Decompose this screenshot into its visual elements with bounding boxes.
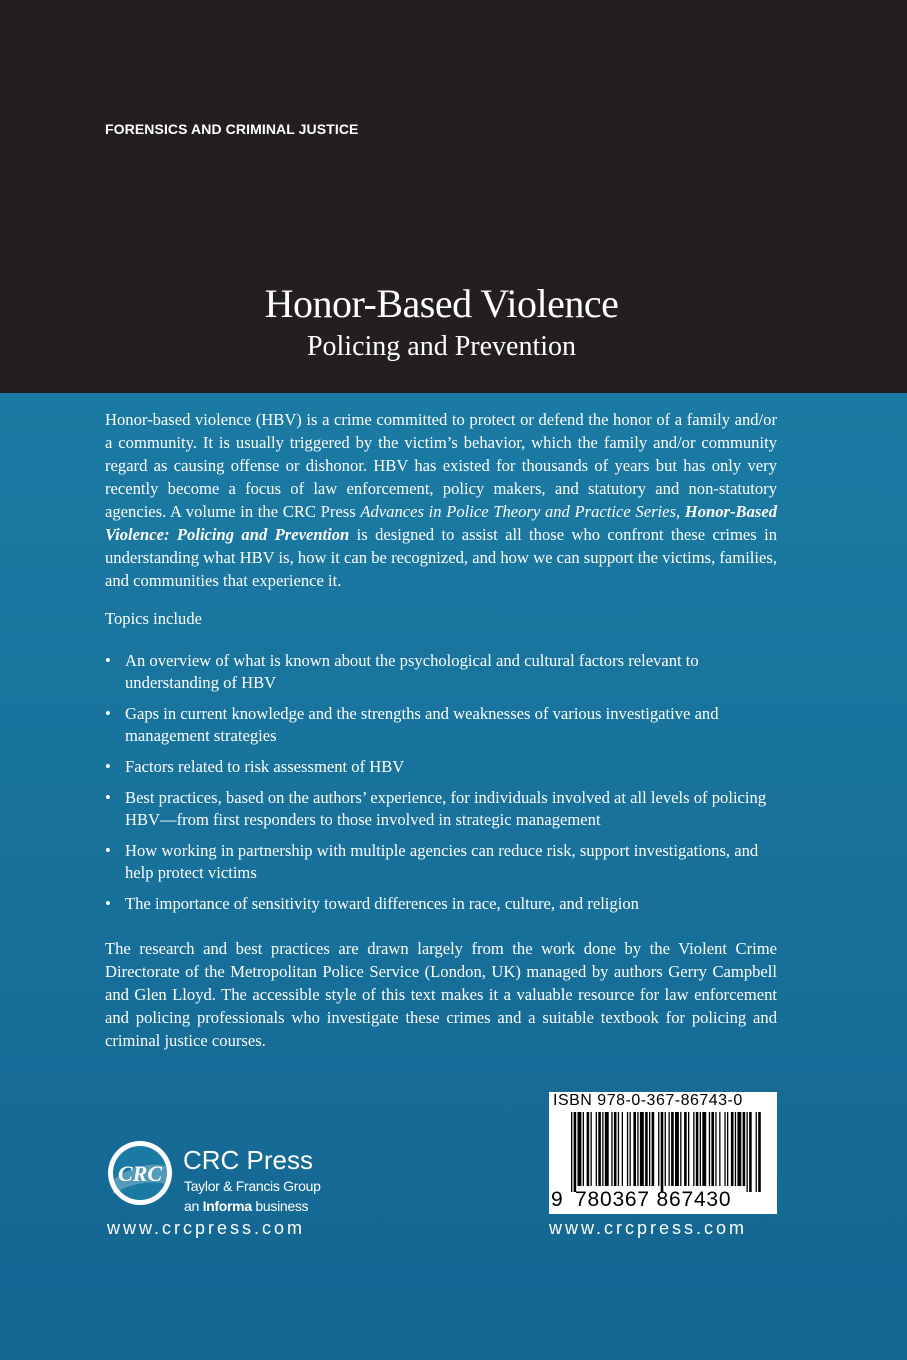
publisher-url: www.crcpress.com <box>107 1218 306 1238</box>
top-band <box>0 0 907 393</box>
closing-paragraph: The research and best practices are drawn largely from the work done by the Violent Crime Directorate of the Metropolitan Police Service (London, UK) managed by authors Gerry Campbell and Glen Lloyd. The accessible style of this text makes it a valuable resource for law enforcement and policing professionals who investigate these crimes and a suitable textbook for policing and criminal justice courses. <box>105 939 777 1050</box>
barcode-bar <box>688 1112 689 1186</box>
barcode-bar <box>700 1112 701 1186</box>
barcode-bar <box>652 1112 655 1186</box>
logo-text: CRC <box>117 1161 163 1186</box>
list-item <box>105 893 777 915</box>
book-subtitle: Policing and Prevention <box>306 331 577 362</box>
book-reference: Honor-Based Violence: Policing and Prevention <box>105 502 777 544</box>
crc-logo-icon <box>107 1140 173 1206</box>
topics-label: Topics include <box>105 609 202 628</box>
barcode-bar <box>711 1112 714 1186</box>
barcode-bar <box>727 1112 728 1186</box>
barcode-bar <box>680 1112 681 1186</box>
barcode-bar <box>758 1112 761 1192</box>
publisher-business <box>184 1198 308 1214</box>
bullet-icon: • <box>105 894 111 913</box>
barcode-bar <box>630 1112 631 1186</box>
bullet-icon: • <box>105 788 111 807</box>
barcode-bar <box>591 1112 592 1186</box>
intro-text-2: is designed to assist all those who confront these crimes in understanding what HBV is, how it can be recognized, and how we can support the victims, families, and communities that experience it. <box>105 525 777 590</box>
ean-digits: 780367 867430 <box>575 1188 732 1211</box>
list-item <box>105 840 777 884</box>
barcode-bar <box>611 1112 612 1186</box>
topic-text: Best practices, based on the authors’ experience, for individuals involved at all levels of policing HBV—from first responders to those involved in strategic management <box>125 788 767 829</box>
publisher-name: CRC Press <box>183 1145 314 1175</box>
barcode-bar <box>658 1112 659 1186</box>
barcode-bar <box>735 1112 736 1186</box>
bullet-icon: • <box>105 757 111 776</box>
isbn-barcode <box>549 1092 777 1214</box>
bullet-icon: • <box>105 704 111 723</box>
barcode-bar <box>661 1112 664 1192</box>
barcode-bar <box>574 1112 577 1192</box>
business-brand: Informa <box>202 1198 252 1214</box>
barcode-bar <box>627 1112 628 1186</box>
publisher-group: Taylor & Francis Group <box>184 1178 321 1194</box>
barcode-bar <box>602 1112 603 1186</box>
barcode-bar <box>622 1112 623 1186</box>
barcode-bar <box>693 1112 694 1186</box>
barcode-bar <box>640 1112 644 1186</box>
barcode-bar <box>649 1112 650 1186</box>
business-suffix: business <box>251 1198 309 1214</box>
barcode-bar <box>633 1112 636 1186</box>
business-prefix: an <box>184 1198 203 1214</box>
barcode-bar <box>715 1112 716 1186</box>
barcode-bar <box>571 1112 572 1192</box>
topic-text: The importance of sensitivity toward differences in race, culture, and religion <box>125 894 639 913</box>
isbn-label: ISBN 978-0-367-86743-0 <box>553 1092 743 1109</box>
barcode-bar <box>671 1112 674 1186</box>
barcode-bar <box>596 1112 597 1186</box>
list-item <box>105 756 777 778</box>
barcode-bar <box>696 1112 699 1186</box>
barcode-bar <box>637 1112 638 1186</box>
barcode-bar <box>702 1112 706 1186</box>
barcode-bar <box>719 1112 720 1186</box>
barcode-bar <box>583 1112 584 1186</box>
intro-text-1: Honor-based violence (HBV) is a crime committed to protect or defend the honor of a family and/or a community. It is usually triggered by the victim’s behavior, which the family and/or community regard as causing offense or dishonor. HBV has existed for thousands of years but has only very recently become a focus of law enforcement, policy makers, and statutory and non-statutory agencies. A volume in the CRC Press <box>105 410 777 521</box>
topic-text: Factors related to risk assessment of HBV <box>125 757 405 776</box>
series-reference: Advances in Police Theory and Practice Series, <box>360 502 681 521</box>
topic-text: Gaps in current knowledge and the strengths and weaknesses of various investigative and management strategies <box>125 704 719 745</box>
barcode-bar <box>724 1112 725 1186</box>
barcode-bar <box>731 1112 734 1186</box>
bullet-icon: • <box>105 651 111 670</box>
topic-text: An overview of what is known about the psychological and cultural factors relevant to understanding of HBV <box>125 651 699 692</box>
ean-first-digit: 9 <box>551 1188 563 1211</box>
barcode-bar <box>614 1112 617 1186</box>
barcode-bar <box>578 1112 582 1186</box>
barcode-bar <box>675 1112 679 1186</box>
barcode-bar <box>756 1112 757 1192</box>
barcode-bar <box>669 1112 670 1186</box>
topic-text: How working in partnership with multiple agencies can reduce risk, support investigations, and help protect victims <box>125 841 759 882</box>
list-item <box>105 650 777 694</box>
list-item <box>105 787 777 831</box>
barcode-bar <box>737 1112 741 1186</box>
barcode-bar <box>665 1112 666 1186</box>
barcode-bar <box>749 1112 752 1192</box>
barcode-bar <box>747 1112 748 1192</box>
barcode-bar <box>598 1112 601 1186</box>
barcode-bar <box>605 1112 609 1186</box>
barcode-bar <box>645 1112 648 1186</box>
barcode-bar <box>743 1112 746 1186</box>
barcode-bar <box>709 1112 710 1186</box>
barcode-bar <box>684 1112 687 1186</box>
topics-list <box>105 650 777 924</box>
list-item <box>105 703 777 747</box>
back-url: www.crcpress.com <box>549 1218 748 1238</box>
bullet-icon: • <box>105 841 111 860</box>
barcode-bar <box>618 1112 619 1186</box>
book-title: Honor-Based Violence <box>264 281 619 326</box>
barcode-bar <box>587 1112 590 1186</box>
series-label: FORENSICS AND CRIMINAL JUSTICE <box>105 121 359 137</box>
intro-paragraph <box>105 408 777 592</box>
